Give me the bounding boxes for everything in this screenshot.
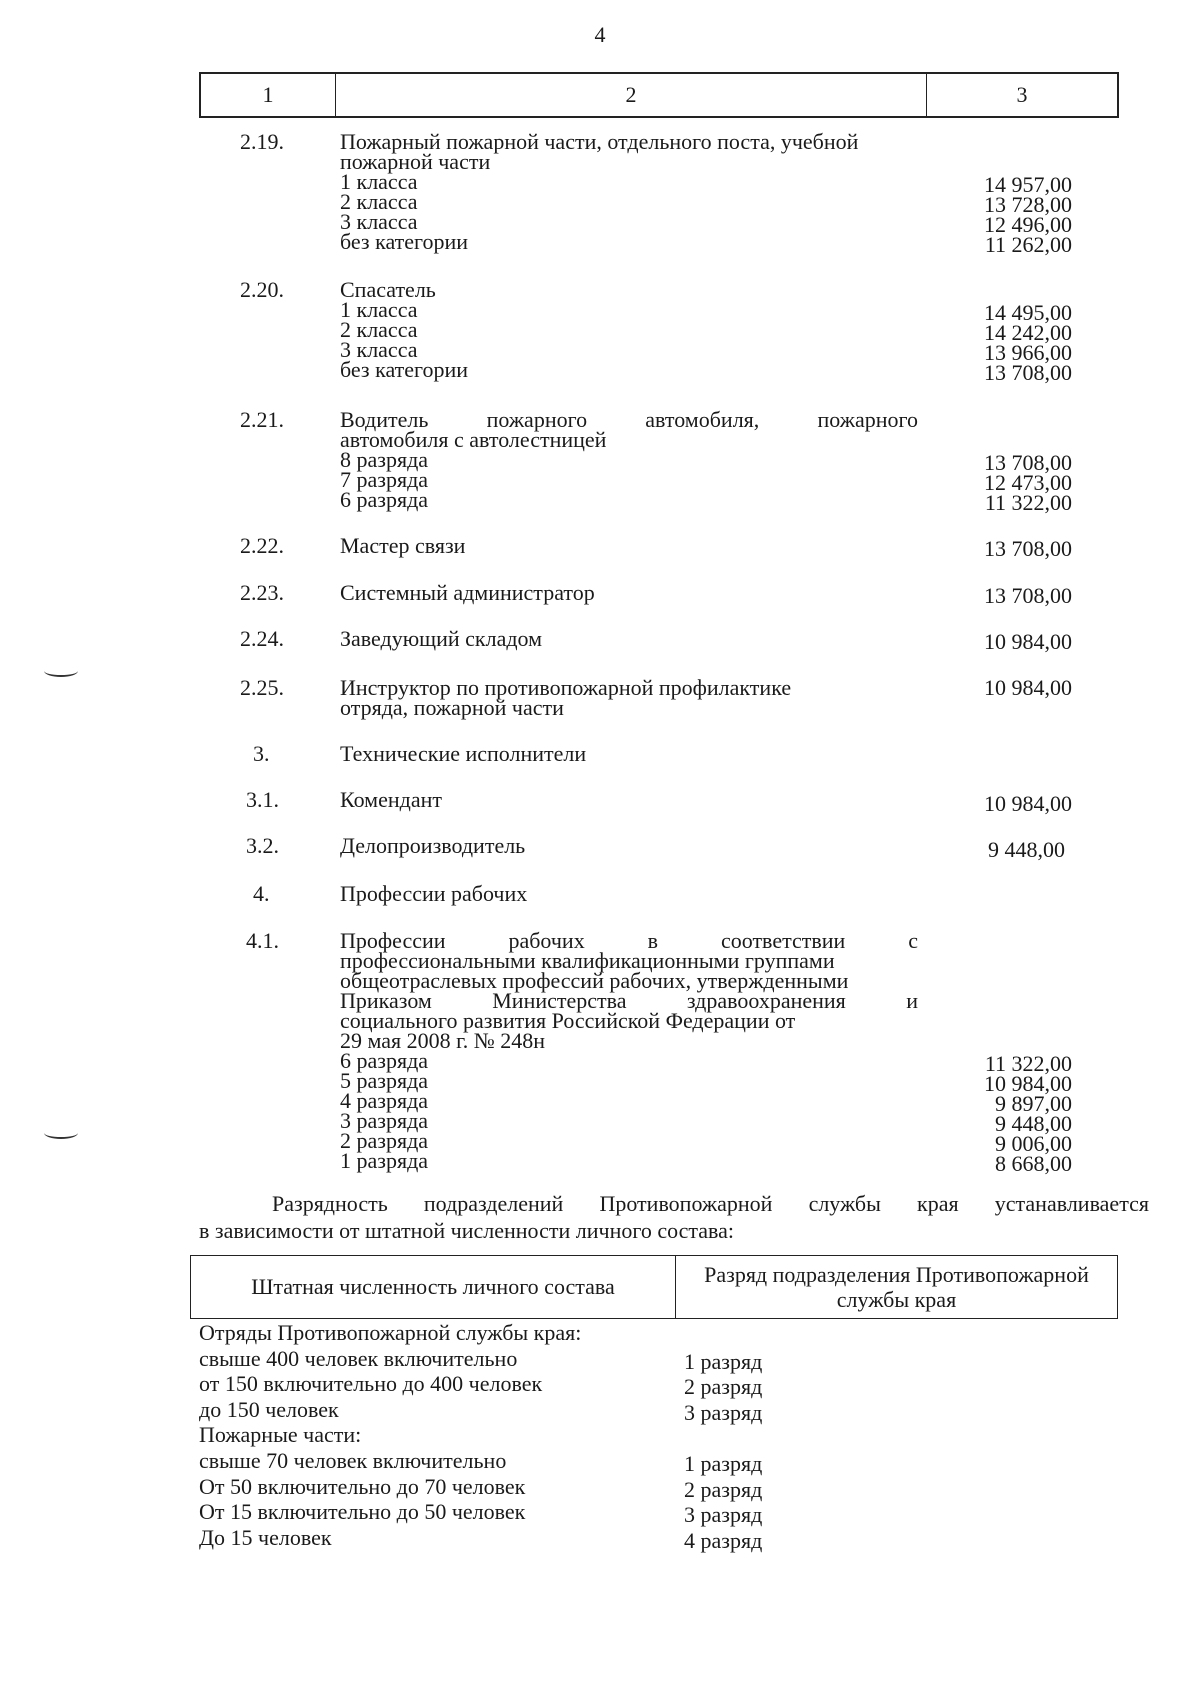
column-header-table: [199, 72, 1119, 118]
salary-value: 8 668,00: [995, 1151, 1072, 1176]
item-description: [340, 741, 918, 766]
sub-category: 1 разряда: [340, 1148, 429, 1173]
binder-hole-mark: [44, 665, 78, 677]
salary-value: 9 448,00: [995, 1111, 1072, 1136]
paragraph-line-justified: [199, 1190, 1149, 1217]
paragraph-line: в зависимости от штатной численности личного состава:: [199, 1218, 735, 1243]
sub-category: 3 разряда: [340, 1108, 429, 1133]
rank-paragraph: [199, 1190, 1149, 1244]
salary-value: 9 006,00: [995, 1131, 1072, 1156]
salary-value: 14 242,00: [984, 320, 1072, 345]
rank-row-right: 3 разряд: [684, 1399, 763, 1425]
para-word: службы: [808, 1191, 881, 1216]
desc-line: Системный администратор: [340, 580, 595, 605]
rank-row-left: Пожарные части:: [199, 1422, 362, 1448]
desc-line: Инструктор по противопожарной профилактике: [340, 675, 792, 700]
item-number: 2.20.: [240, 277, 284, 302]
rank-row-left: от 150 включительно до 400 человек: [199, 1371, 543, 1397]
salary-value: 13 708,00: [984, 583, 1072, 608]
desc-word: пожарного: [486, 407, 588, 432]
item-description: [340, 277, 918, 382]
desc-word: автомобиля,: [645, 407, 760, 432]
salary-value: 9 897,00: [995, 1091, 1072, 1116]
desc-word: в: [647, 928, 659, 953]
desc-line: Комендант: [340, 787, 442, 812]
sub-category: 8 разряда: [340, 447, 429, 472]
rank-header-left: Штатная численность личного состава: [191, 1256, 676, 1318]
rank-row-right: 1 разряд: [684, 1348, 763, 1374]
desc-line: Пожарный пожарной части, отдельного поста, учебной: [340, 129, 859, 154]
item-number: 2.22.: [240, 533, 284, 558]
rank-row-left: до 150 человек: [199, 1396, 339, 1422]
item-number: 4.: [253, 881, 270, 906]
sub-category: 5 разряда: [340, 1068, 429, 1093]
desc-word: рабочих: [508, 928, 585, 953]
salary-value: 9 448,00: [988, 837, 1065, 862]
para-word: края: [917, 1191, 959, 1216]
column-header-3: 3: [1016, 82, 1028, 107]
rank-row-right: 4 разряд: [684, 1527, 763, 1553]
salary-value: 13 966,00: [984, 340, 1072, 365]
rank-row: [199, 1346, 1099, 1372]
salary-value: 10 984,00: [984, 1071, 1072, 1096]
desc-line: отряда, пожарной части: [340, 695, 564, 720]
salary-value: 12 496,00: [984, 212, 1072, 237]
salary-value: 14 495,00: [984, 300, 1072, 325]
sub-category: 4 разряда: [340, 1088, 429, 1113]
item-description: [340, 881, 918, 906]
rank-row-left: От 50 включительно до 70 человек: [199, 1473, 526, 1499]
item-description: [340, 626, 918, 651]
sub-category: 3 класса: [340, 337, 418, 362]
desc-line: Профессии рабочих: [340, 881, 528, 906]
sub-category: 6 разряда: [340, 1048, 429, 1073]
binder-hole-mark: [44, 1127, 78, 1139]
desc-line: 29 мая 2008 г. № 248н: [340, 1028, 545, 1053]
page-number: 4: [594, 22, 606, 47]
para-word: Разрядность: [272, 1191, 388, 1216]
item-description: [340, 129, 918, 254]
rank-row-right: 2 разряд: [684, 1476, 763, 1502]
rank-row-right: 1 разряд: [684, 1450, 763, 1476]
salary-values: [988, 837, 1065, 862]
salary-value: 11 322,00: [984, 1051, 1072, 1076]
desc-line: Заведующий складом: [340, 626, 543, 651]
para-word: подразделений: [423, 1191, 564, 1216]
item-description: [340, 675, 918, 720]
salary-value: 10 984,00: [984, 791, 1072, 816]
rank-row-right: 3 разряд: [684, 1502, 763, 1528]
desc-word: и: [906, 988, 918, 1013]
para-word: Противопожарной: [599, 1191, 773, 1216]
salary-values: [984, 791, 1072, 816]
desc-line: Спасатель: [340, 277, 436, 302]
desc-line: профессиональными квалификационными группами: [340, 948, 835, 973]
salary-value: 13 708,00: [984, 536, 1072, 561]
item-number: 2.19.: [240, 129, 284, 154]
rank-table-header: [190, 1255, 1118, 1319]
desc-line: общеотраслевых профессий рабочих, утвержденными: [340, 968, 849, 993]
desc-word: здравоохранения: [686, 988, 846, 1013]
item-number: 3.2.: [246, 833, 279, 858]
desc-line: Технические исполнители: [340, 741, 587, 766]
salary-value: 12 473,00: [984, 470, 1072, 495]
sub-category: 1 класса: [340, 169, 418, 194]
item-number: 4.1.: [246, 928, 279, 953]
item-number: 3.: [253, 741, 270, 766]
sub-category: 2 разряда: [340, 1128, 429, 1153]
item-number: 2.25.: [240, 675, 284, 700]
salary-value: 13 728,00: [984, 192, 1072, 217]
sub-category: 1 класса: [340, 297, 418, 322]
desc-word: Профессии: [340, 928, 446, 953]
rank-row: [199, 1397, 1099, 1423]
salary-values: [984, 675, 1072, 700]
sub-category: 3 класса: [340, 209, 418, 234]
desc-line: пожарной части: [340, 149, 491, 174]
sub-category: 7 разряда: [340, 467, 429, 492]
salary-value: 11 322,00: [984, 490, 1072, 515]
rank-row-left: свыше 400 человек включительно: [199, 1345, 518, 1371]
salary-values: [984, 172, 1072, 257]
rank-row: [199, 1320, 1099, 1346]
sub-category: 2 класса: [340, 189, 418, 214]
rank-row: [199, 1525, 1099, 1551]
salary-value: 14 957,00: [984, 172, 1072, 197]
salary-values: [984, 1051, 1072, 1176]
sub-category: без категории: [340, 357, 469, 382]
rank-row: [199, 1422, 1099, 1448]
item-description: [340, 533, 918, 558]
rank-list: [199, 1320, 1099, 1553]
item-number: 2.24.: [240, 626, 284, 651]
column-header-1: 1: [201, 74, 336, 116]
column-header-2: 2: [336, 74, 927, 116]
salary-values: [984, 629, 1072, 654]
rank-row-left: свыше 70 человек включительно: [199, 1447, 507, 1473]
rank-row-left: Отряды Противопожарной службы края:: [199, 1320, 582, 1345]
desc-word: Приказом: [340, 988, 432, 1013]
desc-word: с: [908, 928, 918, 953]
item-description: [340, 407, 918, 512]
item-description: [340, 787, 918, 812]
sub-category: 6 разряда: [340, 487, 429, 512]
salary-values: [984, 536, 1072, 561]
desc-line: автомобиля с автолестницей: [340, 427, 607, 452]
salary-value: 13 708,00: [984, 360, 1072, 385]
salary-values: [984, 450, 1072, 515]
item-description: [340, 833, 918, 858]
rank-header-right: Разряд подразделения Противопожарной службы края: [704, 1262, 1089, 1312]
salary-values: [984, 300, 1072, 385]
sub-category: 2 класса: [340, 317, 418, 342]
salary-values: [984, 583, 1072, 608]
item-number: 3.1.: [246, 787, 279, 812]
item-number: 2.21.: [240, 407, 284, 432]
salary-value: 10 984,00: [984, 675, 1072, 700]
item-description: [340, 928, 918, 1173]
rank-row-left: До 15 человек: [199, 1524, 332, 1550]
rank-row: [199, 1371, 1099, 1400]
item-description: [340, 580, 918, 605]
desc-word: Водитель: [340, 407, 429, 432]
salary-value: 13 708,00: [984, 450, 1072, 475]
salary-value: 11 262,00: [984, 232, 1072, 257]
desc-word: соответствии: [720, 928, 846, 953]
desc-line: Делопроизводитель: [340, 833, 526, 858]
rank-row: [199, 1499, 1099, 1528]
desc-line: социального развития Российской Федерации от: [340, 1008, 796, 1033]
salary-value: 10 984,00: [984, 629, 1072, 654]
desc-word: Министерства: [492, 988, 627, 1013]
rank-row-right: 2 разряд: [684, 1374, 763, 1400]
desc-word: пожарного: [817, 407, 918, 432]
rank-row: [199, 1474, 1099, 1500]
para-word: устанавливается: [994, 1191, 1149, 1216]
sub-category: без категории: [340, 229, 469, 254]
desc-line: Мастер связи: [340, 533, 466, 558]
item-number: 2.23.: [240, 580, 284, 605]
rank-row-left: От 15 включительно до 50 человек: [199, 1499, 526, 1525]
rank-row: [199, 1448, 1099, 1474]
